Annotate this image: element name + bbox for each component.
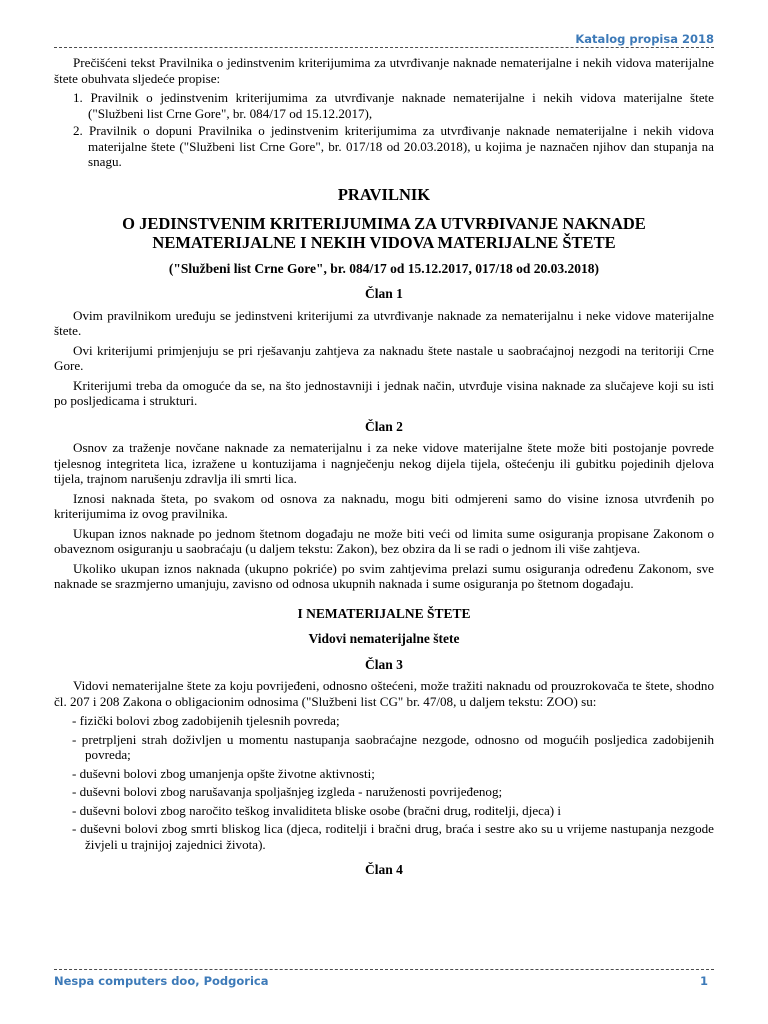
- article-1-paragraph-2: Ovi kriterijumi primjenjuju se pri rješavanju zahtjeva za naknadu štete nastale u saobraćajnoj nezgodi na teritoriji Crne Gore.: [54, 342, 714, 373]
- page-number: 1: [699, 974, 708, 988]
- gazette-reference: ("Službeni list Crne Gore", br. 084/17 od 15.12.2017, 017/18 od 20.03.2018): [168, 260, 600, 276]
- regulation-subtitle: O JEDINSTVENIM KRITERIJUMIMA ZA UTVRĐIVANJE NAKNADE NEMATERIJALNE I NEKIH VIDOVA MATERIJALNE ŠTETE: [122, 213, 646, 252]
- article-2-heading: Član 2: [365, 418, 403, 434]
- article-3-heading: Član 3: [365, 656, 403, 672]
- article-3-item-3: - duševni bolovi zbog umanjenja opšte životne aktivnosti;: [72, 765, 375, 781]
- page-header: [54, 30, 714, 48]
- article-2-paragraph-1: Osnov za traženje novčane naknade za nematerijalnu i za neke vidove materijalne štete može biti postojanje povrede tjelesnog integriteta lica, izražene u kontuzijama i nagnječenju nekog dijela tijela, oštećenju ili gubitku pojedinih djelova tijela, trajnom narušenju zdravlja ili smrti lica.: [54, 440, 714, 486]
- intro-item-2: 2. Pravilnik o dopuni Pravilnika o jedinstvenim kriterijumima za utvrđivanje naknade nematerijalne i nekih vidova materijalne štete ("Službeni list Crne Gore", br. 017/18 od 20.03.2018), u kojima je naznačen njihov dan stupanja na snagu.: [73, 123, 714, 169]
- article-3-item-5: - duševni bolovi zbog naročito teškog invaliditeta bliske osobe (bračni drug, roditelji, djeca) i: [72, 802, 562, 818]
- document-body: [54, 55, 714, 884]
- article-3-item-2: - pretrpljeni strah doživljen u momentu nastupanja saobraćajne nezgode, odnosno od mogućih posljedica zadobijenih povreda;: [72, 731, 714, 762]
- article-3-paragraph: Vidovi nematerijalne štete za koju povrijeđeni, odnosno oštećeni, može tražiti naknadu od prouzrokovača te štete, shodno čl. 207 i 208 Zakona o obligacionim odnosima ("Službeni list CG" br. 47/08, u daljem tekstu: ZOO) su:: [54, 678, 714, 709]
- article-2-paragraph-2: Iznosi naknada šteta, po svakom od osnova za naknadu, mogu biti odmjereni samo do visine iznosa utvrđenih po kriterijumima iz ovog pravilnika.: [54, 490, 714, 521]
- section-heading: I NEMATERIJALNE ŠTETE: [297, 605, 471, 621]
- article-2-paragraph-3: Ukupan iznos naknade po jednom štetnom događaju ne može biti veći od limita sume osiguranja propisane Zakonom o obaveznom osiguranju u saobraćaju (u daljem tekstu: Zakon), bez obzira da li se radi o jednom ili više zahtjeva.: [54, 525, 714, 556]
- article-3-item-4: - duševni bolovi zbog narušavanja spoljašnjeg izgleda - naruženosti povrijeđenog;: [72, 784, 503, 799]
- article-2-paragraph-4: Ukoliko ukupan iznos naknada (ukupno pokriće) po svim zahtjevima prelazi sumu osiguranja određenu Zakonom, sve naknade se srazmjerno umanjuju, zavisno od odnosa ukupnih naknada i sume osiguranja po štetnom događaju.: [54, 560, 714, 591]
- article-1-paragraph-3: Kriterijumi treba da omoguće da se, na što jednostavniji i jednak način, utvrđuje visina naknade za slučajeve koji su isti po posljedicama i strukturi.: [54, 377, 714, 408]
- article-3-item-1: - fizički bolovi zbog zadobijenih tjelesnih povreda;: [72, 713, 340, 728]
- intro-item-1: 1. Pravilnik o jedinstvenim kriterijumima za utvrđivanje naknade nematerijalne i nekih vidova materijalne štete ("Službeni list Crne Gore", br. 084/17 od 15.12.2017),: [73, 90, 714, 121]
- article-3-item-6: - duševni bolovi zbog smrti bliskog lica (djeca, roditelji i bračni drug, braća i sestre ako su u vrijeme nastupanja nezgode živjeli u trajnijoj zajednici života).: [72, 821, 714, 852]
- article-1-paragraph-1: Ovim pravilnikom uređuju se jedinstveni kriterijumi za utvrđivanje naknade za nematerijalnu i neke vidove materijalne štete.: [54, 307, 714, 338]
- article-1-heading: Član 1: [365, 286, 403, 301]
- footer-company: Nespa computers doo, Podgorica: [54, 974, 269, 988]
- regulation-title: PRAVILNIK: [337, 184, 431, 204]
- section-subheading: Vidovi nematerijalne štete: [308, 631, 460, 646]
- page-footer: [54, 969, 714, 988]
- catalog-title: Katalog propisa 2018: [575, 32, 714, 46]
- article-4-heading: Član 4: [365, 862, 403, 877]
- intro-text: Prečišćeni tekst Pravilnika o jedinstvenim kriterijumima za utvrđivanje naknade nematerijalne i nekih vidova materijalne štete obuhvata sljedeće propise:: [54, 55, 714, 86]
